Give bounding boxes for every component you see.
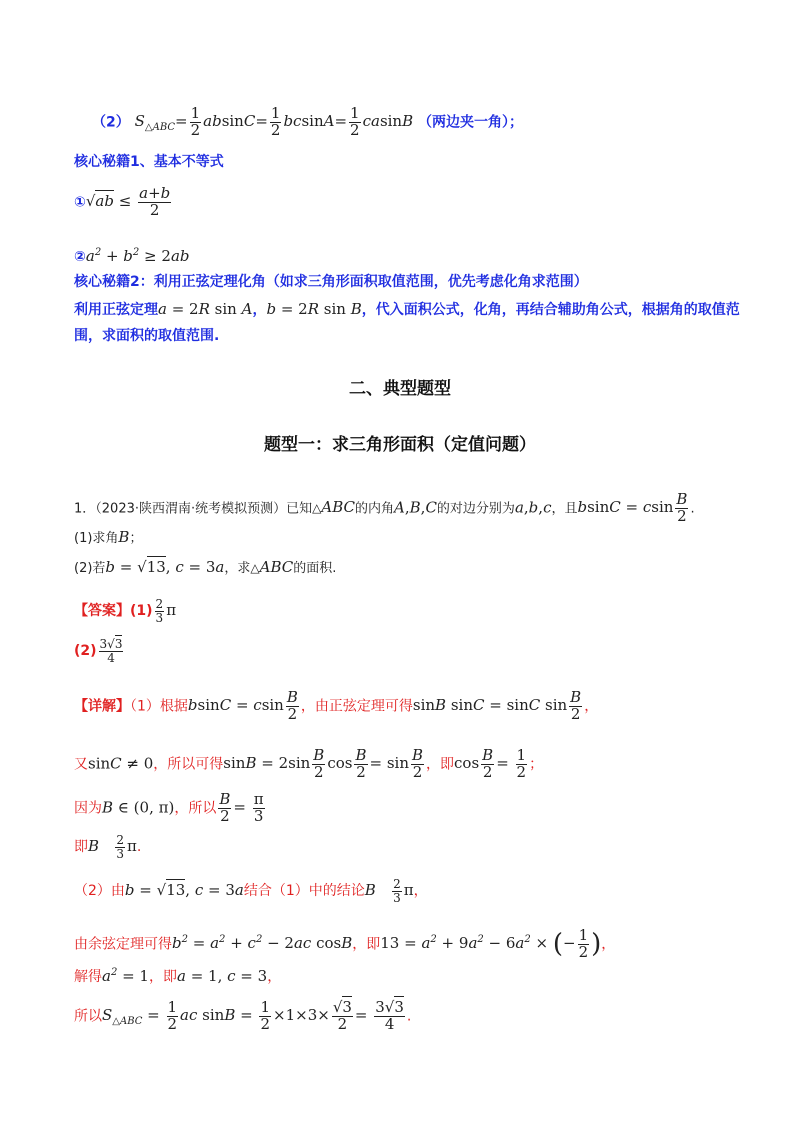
sides-abc: a,b,c (514, 498, 552, 517)
detail-l2-a: 又 (74, 756, 88, 773)
secret2-sep: ， (252, 302, 267, 318)
detail-label: 【详解】 (74, 698, 130, 715)
circled-one-marker: ① (74, 194, 86, 211)
problem-stem-end: . (690, 501, 695, 517)
problem-stem-mid2: 的对边分别为 (436, 501, 515, 517)
q2-triangle: △ABC (250, 558, 294, 576)
detail-line2 (74, 748, 543, 781)
answer-part2-value: $\frac{3√3}{4}$ (99, 637, 123, 665)
area-formula-end: ； (509, 114, 523, 131)
secret2-line2: 围，求面积的取值范围. (74, 328, 220, 344)
detail-l1-a: （1）根据 (130, 698, 188, 715)
detail-l5-cond: b = √13, c = 3a (124, 881, 244, 900)
detail-l5-a: （2）由 (74, 883, 125, 900)
sine-rule-b: b = 2R sin B (266, 300, 362, 318)
secret1-title: 核心秘籍1、基本不等式 (74, 154, 224, 170)
question-1 (74, 530, 142, 545)
answer-part1-label: (1) (130, 603, 153, 620)
question-2-end: 的面积. (293, 561, 337, 576)
detail-l5-c: ， (413, 883, 428, 900)
type-title: 题型一：求三角形面积（定值问题） (264, 435, 536, 455)
detail-l7-b: ，即 (148, 969, 177, 985)
detail-l2-double: sinB = 2sin $\frac{B}{2}$ cos $\frac{B}{2}$ = sin $\frac{B}{2}$ (223, 746, 424, 781)
detail-l8-end: . (406, 1008, 412, 1025)
detail-l2-d: ； (529, 756, 544, 773)
detail-l1-sine: sinB sinC = sinC sin $\frac{B}{2}$ (412, 688, 582, 723)
detail-l3-result: $\frac{B}{2}$ = $\frac{\pi}{3}$ (219, 790, 264, 825)
detail-l8-a: 所以 (74, 1008, 102, 1025)
question-2-mid: ，求 (224, 561, 251, 576)
question-1-end: ； (129, 531, 143, 546)
triangle-abc: △ABC (312, 498, 355, 517)
area-formula-line (92, 106, 523, 139)
detail-l6-subst: $13 = a^2 + 9a^2 - 6a^2$ × (− $\frac{1}{2}$ ) (380, 926, 602, 961)
detail-line7 (74, 968, 281, 984)
detail-l7-a: 解得 (74, 969, 102, 985)
section-title: 二、典型题型 (349, 379, 451, 399)
sine-rule-a: a = 2R sin A (158, 300, 253, 318)
problem-stem-prefix: 1．（2023·陕西渭南·统考模拟预测）已知 (74, 501, 313, 517)
detail-l7-values: a = 1, c = 3 (176, 967, 268, 985)
detail-l3-range: B ∈ (0, π) (102, 798, 175, 817)
angle-b: B (118, 528, 130, 546)
detail-l6-a: 由余弦定理可得 (74, 936, 172, 953)
answer-part2 (74, 638, 125, 664)
detail-l2-sinc: sinC ≠ 0 (88, 754, 154, 773)
secret1-item2 (74, 248, 189, 264)
detail-l1-b: ，由正弦定理可得 (300, 698, 413, 715)
detail-l7-c: ， (267, 969, 282, 985)
detail-line4 (74, 834, 141, 860)
question-1-text: (1)求角 (74, 531, 119, 546)
question-2-prefix: (2)若 (74, 561, 106, 576)
detail-l1-c: ， (584, 698, 599, 715)
secret2-line1 (74, 302, 740, 317)
answer-part1-value: $\frac{2}{3}$ π (155, 597, 177, 625)
angles-abc: A,B,C (394, 498, 437, 517)
detail-l3-b: ，所以 (174, 800, 217, 817)
detail-l6-cosine-law: $b^2 = a^2 + c^2 - 2ac$ cosB (172, 934, 353, 953)
secret1-item1 (74, 186, 173, 219)
question-2 (74, 560, 336, 575)
detail-line6 (74, 928, 615, 961)
detail-line3 (74, 792, 267, 825)
problem-stem-mid1: 的内角 (354, 501, 394, 517)
detail-l3-a: 因为 (74, 800, 102, 817)
circled-two-marker: ② (74, 249, 86, 265)
detail-l2-cos: cos $\frac{B}{2}$ = $\frac{1}{2}$ (454, 746, 527, 781)
detail-l4-end: . (136, 839, 142, 856)
answer-label: 【答案】 (74, 603, 130, 620)
detail-l8-area: $S_{\triangle ABC}$ = $\frac{1}{2}$ ac sinB = $\frac{1}{2}$ ×1×3× $\frac{√3}{2}$ = $\frac{3√3}{4}$ (102, 998, 404, 1033)
ineq-squares: $a^2 + b^2 \ge 2ab$ (85, 247, 190, 265)
detail-l4-b-value: B $\frac{2}{3}$ π (88, 833, 137, 861)
detail-l5-b-value: B $\frac{2}{3}$ π (364, 877, 414, 905)
problem-stem (74, 492, 695, 525)
area-formula-math: $S_{\triangle ABC}=$ $\frac{1}{2}$ absinC= $\frac{1}{2}$ bcsinA= $\frac{1}{2}$ casinB (134, 104, 414, 139)
answer-part2-label: (2) (74, 643, 97, 660)
detail-line1 (74, 690, 598, 723)
detail-line8 (74, 1000, 411, 1033)
detail-l2-c: ，即 (426, 756, 455, 773)
detail-l2-b: ，所以可得 (153, 756, 224, 773)
secret2-line1-prefix: 利用正弦定理 (74, 302, 158, 318)
detail-l4-a: 即 (74, 839, 88, 856)
q2-condition: b = √13, c = 3a (105, 558, 225, 576)
problem-stem-mid3: ，且 (551, 501, 578, 517)
ineq-sqrt-ab: √ab ≤ $\frac{a+b}{2}$ (85, 184, 171, 219)
answer-part1 (74, 598, 176, 624)
detail-l5-b: 结合（1）中的结论 (243, 883, 365, 900)
detail-l7-asq: $a^2 = 1$ (102, 967, 149, 985)
area-formula-label: （2） (92, 114, 130, 131)
secret2-title: 核心秘籍2：利用正弦定理化角（如求三角形面积取值范围，优先考虑化角求范围） (74, 274, 588, 290)
detail-line5 (74, 878, 428, 904)
detail-l6-b: ，即 (352, 936, 381, 953)
given-condition: bsinC = csin $\frac{B}{2}$ (577, 490, 688, 525)
detail-l6-c: ， (601, 936, 616, 953)
secret2-line1-suffix: ，代入面积公式，化角，再结合辅助角公式，根据角的取值范 (361, 302, 740, 318)
detail-l1-given: bsinC = csin $\frac{B}{2}$ (187, 688, 298, 723)
area-formula-suffix: （两边夹一角） (418, 114, 509, 131)
